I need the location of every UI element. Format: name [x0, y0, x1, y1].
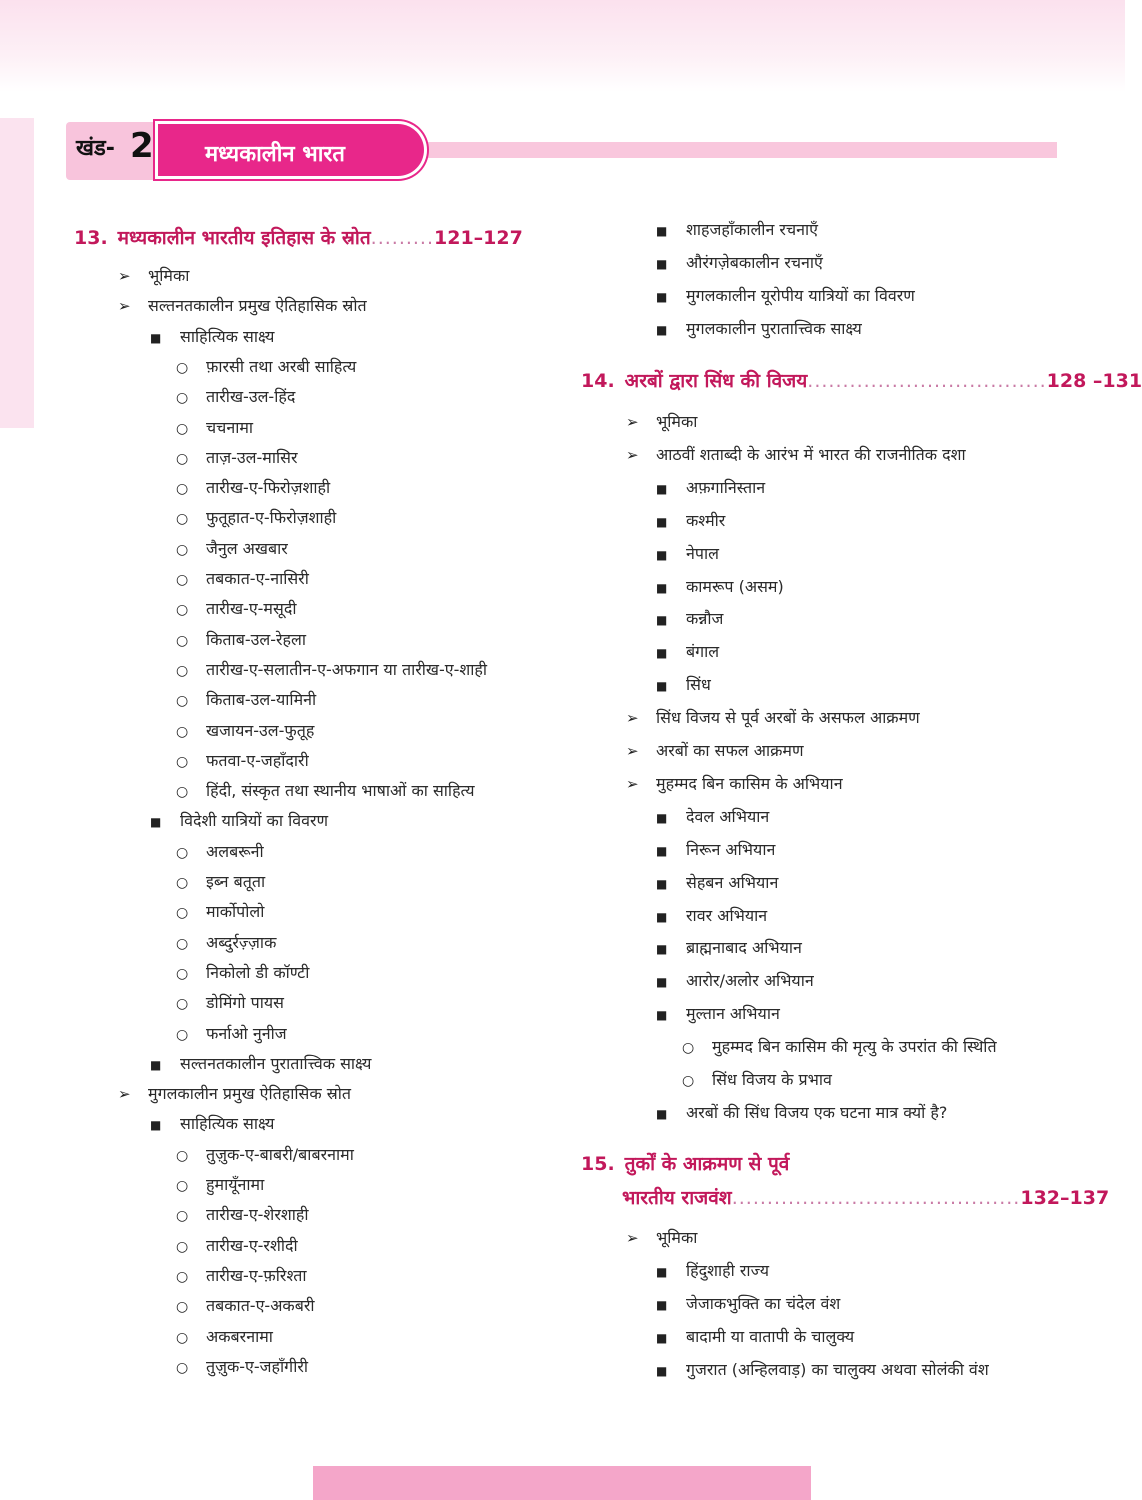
list-item-text: मार्कोपोलो [206, 902, 265, 922]
list-item [626, 1228, 697, 1248]
circle-bullet-icon: ○ [682, 1073, 695, 1089]
list-item-text: हिंदुशाही राज्य [686, 1261, 770, 1280]
list-item-text: साहित्यिक साक्ष्य [180, 326, 275, 346]
list-item [656, 253, 823, 274]
circle-bullet-icon: ○ [176, 723, 189, 740]
list-item-text: देवल अभियान [686, 806, 770, 826]
list-item-text: गुजरात (अन्हिलवाड़) का चालुक्य अथवा सोलंकी वंश [686, 1360, 989, 1379]
list-item [626, 445, 966, 465]
circle-bullet-icon: ○ [176, 359, 189, 376]
circle-bullet-icon: ○ [176, 602, 189, 619]
list-item-text: जेजाकभुक्ति का चंदेल वंश [686, 1294, 841, 1313]
list-item [656, 1327, 854, 1348]
list-item-text: मुहम्मद बिन कासिम की मृत्यु के उपरांत की स्थिति [712, 1037, 997, 1057]
square-bullet-icon: ■ [656, 810, 668, 825]
list-item-text: तारीख-ए-सलातीन-ए-अफगान या तारीख-ए-शाही [206, 659, 488, 679]
circle-bullet-icon: ○ [176, 1329, 189, 1346]
list-item [176, 1145, 354, 1166]
circle-bullet-icon: ○ [176, 1299, 189, 1316]
circle-bullet-icon: ○ [176, 996, 189, 1013]
circle-bullet-icon: ○ [176, 1238, 189, 1255]
list-item-text: निरून अभियान [686, 839, 776, 859]
list-item [656, 478, 765, 499]
list-item-text: अरबों की सिंध विजय एक घटना मात्र क्यों है? [686, 1102, 948, 1122]
list-item [150, 1054, 371, 1075]
list-item-text: औरंगज़ेबकालीन रचनाएँ [686, 253, 823, 272]
square-bullet-icon: ■ [656, 481, 668, 496]
list-item [626, 412, 697, 432]
circle-bullet-icon: ○ [176, 965, 189, 982]
list-item-text: हुमायूँनामा [206, 1175, 265, 1194]
circle-bullet-icon: ○ [176, 753, 189, 770]
list-item [656, 609, 723, 630]
list-item-text: साहित्यिक साक्ष्य [180, 1114, 275, 1134]
list-item-text: चचनामा [206, 417, 254, 437]
circle-bullet-icon: ○ [176, 541, 189, 558]
leader-dots: ......... [370, 227, 435, 249]
arrowhead-bullet-icon: ➢ [626, 774, 639, 793]
list-item [150, 1114, 274, 1135]
square-bullet-icon: ■ [656, 843, 668, 858]
circle-bullet-icon: ○ [176, 450, 189, 467]
list-item [150, 811, 328, 832]
list-item-text: मुल्तान अभियान [686, 1004, 780, 1024]
list-item [656, 1360, 989, 1381]
list-item [118, 1084, 351, 1104]
list-item-text: अब्दुर्रज़्ज़ाक [206, 932, 277, 952]
arrowhead-bullet-icon: ➢ [626, 742, 639, 760]
square-bullet-icon: ■ [656, 514, 668, 529]
list-item [118, 296, 367, 316]
top-decorative-band [0, 0, 1125, 92]
list-item-text: तारीख-ए-फ़रिश्ता [206, 1265, 307, 1285]
list-item-text: सल्तनतकालीन प्रमुख ऐतिहासिक स्रोत [148, 296, 367, 316]
circle-bullet-icon: ○ [176, 420, 189, 437]
chapter-title: अरबों द्वारा सिंध की विजय [624, 370, 808, 392]
list-item-text: सिंध [686, 675, 711, 695]
list-item-text: सेहबन अभियान [686, 872, 779, 892]
list-item-text: तारीख-ए-मसूदी [206, 599, 297, 619]
chapter-pages: 121–127 [434, 227, 523, 249]
circle-bullet-icon: ○ [176, 1268, 189, 1285]
list-item [176, 1236, 298, 1257]
list-item-text: निकोलो डी कॉण्टी [206, 962, 310, 982]
list-item-text: तारीख-ए-रशीदी [206, 1235, 298, 1255]
list-item [176, 690, 316, 711]
list-item [176, 508, 336, 529]
list-item [176, 1327, 273, 1348]
list-item-text: अलबरूनी [206, 841, 264, 861]
list-item [656, 873, 778, 894]
list-item [176, 842, 264, 863]
list-item-text: फुतूहात-ए-फिरोज़शाही [206, 508, 337, 528]
square-bullet-icon: ■ [656, 323, 668, 337]
chapter-pages: 128 –131 [1046, 370, 1142, 392]
list-item [176, 387, 295, 408]
circle-bullet-icon: ○ [682, 1040, 695, 1057]
square-bullet-icon: ■ [656, 1008, 668, 1023]
square-bullet-icon: ■ [656, 1106, 668, 1121]
circle-bullet-icon: ○ [176, 481, 189, 498]
list-item-text: तुज़ुक-ए-बाबरी/बाबरनामा [206, 1144, 354, 1164]
circle-bullet-icon: ○ [176, 511, 189, 528]
list-item-text: भूमिका [656, 412, 698, 431]
square-bullet-icon: ■ [656, 224, 668, 238]
circle-bullet-icon: ○ [176, 662, 189, 679]
list-item-text: किताब-उल-यामिनी [206, 690, 317, 710]
circle-bullet-icon: ○ [176, 1026, 189, 1043]
list-item [176, 1357, 308, 1378]
circle-bullet-icon: ○ [176, 632, 189, 649]
list-item [656, 807, 769, 828]
list-item [176, 993, 284, 1014]
list-item [176, 660, 487, 681]
square-bullet-icon: ■ [656, 1364, 668, 1378]
list-item-text: भूमिका [656, 1228, 698, 1247]
chapter-title-continued: भारतीय राजवंश [622, 1187, 732, 1209]
list-item [626, 708, 920, 728]
circle-bullet-icon: ○ [176, 1359, 189, 1376]
list-item [176, 902, 264, 923]
list-item [176, 569, 309, 590]
list-item [656, 577, 784, 598]
circle-bullet-icon: ○ [176, 875, 189, 891]
list-item-text: तुज़ुक-ए-जहाँगीरी [206, 1356, 309, 1376]
list-item [656, 840, 775, 861]
list-item [656, 1004, 780, 1025]
list-item-text: शाहजहाँकालीन रचनाएँ [686, 220, 818, 239]
list-item [656, 286, 915, 307]
list-item-text: सिंध विजय के प्रभाव [712, 1070, 832, 1089]
list-item [176, 418, 253, 439]
list-item [656, 971, 814, 992]
circle-bullet-icon: ○ [176, 905, 189, 922]
list-item [176, 599, 296, 620]
list-item [656, 938, 802, 959]
list-item [176, 1266, 307, 1287]
list-item [626, 774, 843, 794]
circle-bullet-icon: ○ [176, 1208, 189, 1225]
list-item-text: तबकात-ए-नासिरी [206, 569, 309, 588]
chapter-15-heading-line2[interactable] [622, 1184, 1109, 1210]
square-bullet-icon: ■ [656, 580, 668, 595]
list-item-text: सिंध विजय से पूर्व अरबों के असफल आक्रमण [656, 708, 920, 728]
list-item-text: तारीख-ए-फिरोज़शाही [206, 478, 331, 498]
list-item [656, 220, 818, 241]
list-item [656, 642, 719, 663]
chapter-title: तुर्कों के आक्रमण से पूर्व [624, 1153, 790, 1175]
list-item [176, 872, 265, 893]
list-item-text: आरोर/अलोर अभियान [686, 971, 814, 991]
list-item-text: इब्न बतूता [206, 872, 266, 891]
leader-dots: .................................. [807, 370, 1047, 392]
square-bullet-icon: ■ [656, 547, 668, 562]
list-item-text: तारीख-ए-शेरशाही [206, 1205, 309, 1225]
list-item [176, 1024, 287, 1045]
chapter-number: 13. [74, 227, 108, 249]
circle-bullet-icon: ○ [176, 1178, 189, 1194]
square-bullet-icon: ■ [656, 876, 668, 891]
list-item-text: ब्राह्मनाबाद अभियान [686, 938, 802, 958]
list-item [150, 327, 274, 348]
square-bullet-icon: ■ [656, 613, 668, 628]
list-item-text: भूमिका [148, 266, 190, 285]
list-item [656, 675, 711, 696]
circle-bullet-icon: ○ [176, 844, 189, 861]
square-bullet-icon: ■ [150, 815, 162, 830]
list-item [176, 1296, 315, 1317]
list-item-text: ताज़-उल-मासिर [206, 447, 298, 467]
square-bullet-icon: ■ [150, 330, 162, 345]
chapter-14-heading[interactable] [581, 367, 1142, 393]
circle-bullet-icon: ○ [176, 693, 189, 710]
list-item [176, 539, 288, 560]
list-item-text: डोमिंगो पायस [206, 993, 284, 1013]
list-item-text: अकबरनामा [206, 1326, 273, 1346]
list-item-text: तबकात-ए-अकबरी [206, 1296, 315, 1316]
list-item-text: मुगलकालीन प्रमुख ऐतिहासिक स्रोत [148, 1084, 351, 1104]
square-bullet-icon: ■ [656, 1265, 668, 1279]
list-item-text: किताब-उल-रेहला [206, 629, 307, 649]
list-item [176, 1205, 309, 1226]
square-bullet-icon: ■ [656, 1331, 668, 1345]
section-title: मध्यकालीन भारत [205, 142, 345, 167]
chapter-pages: 132–137 [1020, 1187, 1110, 1209]
list-item [176, 963, 309, 984]
list-item-text: जैनुल अखबार [206, 538, 288, 558]
arrowhead-bullet-icon: ➢ [626, 445, 639, 464]
list-item [176, 357, 356, 378]
chapter-15-heading[interactable] [581, 1150, 789, 1176]
list-item-text: कन्नौज [686, 609, 724, 629]
list-item-text: सल्तनतकालीन पुरातात्त्विक साक्ष्य [180, 1053, 372, 1073]
circle-bullet-icon: ○ [176, 1147, 189, 1164]
list-item-text: मुहम्मद बिन कासिम के अभियान [656, 773, 843, 793]
arrowhead-bullet-icon: ➢ [626, 413, 639, 431]
khand-label: खंड- [76, 136, 115, 161]
list-item-text: कश्मीर [686, 510, 726, 530]
leader-dots: ......................................... [731, 1187, 1021, 1209]
list-item-text: हिंदी, संस्कृत तथा स्थानीय भाषाओं का साहित्य [206, 781, 475, 801]
square-bullet-icon: ■ [150, 1057, 162, 1072]
square-bullet-icon: ■ [656, 1298, 668, 1312]
list-item [176, 448, 298, 469]
list-item [656, 544, 719, 565]
list-item [176, 721, 314, 742]
list-item [176, 1175, 264, 1196]
square-bullet-icon: ■ [656, 257, 668, 271]
chapter-13-heading[interactable] [74, 224, 523, 250]
square-bullet-icon: ■ [150, 1118, 162, 1133]
list-item [656, 1103, 947, 1124]
square-bullet-icon: ■ [656, 679, 668, 694]
list-item-text: बंगाल [686, 642, 720, 662]
list-item-text: अफ़गानिस्तान [686, 477, 766, 497]
khand-number: 2 [130, 126, 154, 166]
chapter-number: 15. [581, 1153, 615, 1175]
list-item-text: खजायन-उल-फुतूह [206, 720, 315, 740]
arrowhead-bullet-icon: ➢ [626, 1229, 639, 1247]
list-item [656, 319, 862, 340]
list-item-text: फर्नाओ नुनीज [206, 1023, 287, 1043]
arrowhead-bullet-icon: ➢ [118, 297, 131, 316]
chapter-title: मध्यकालीन भारतीय इतिहास के स्रोत [117, 227, 371, 249]
square-bullet-icon: ■ [656, 646, 668, 661]
list-item [176, 630, 306, 651]
chapter-number: 14. [581, 370, 615, 392]
list-item-text: रावर अभियान [686, 905, 768, 925]
list-item [656, 1294, 840, 1315]
list-item-text: मुगलकालीन पुरातात्त्विक साक्ष्य [686, 319, 862, 338]
circle-bullet-icon: ○ [176, 390, 189, 407]
square-bullet-icon: ■ [656, 975, 668, 990]
arrowhead-bullet-icon: ➢ [626, 709, 639, 728]
square-bullet-icon: ■ [656, 909, 668, 924]
list-item [176, 478, 330, 499]
list-item [656, 1261, 769, 1282]
list-item-text: नेपाल [686, 543, 719, 563]
left-margin-tab [0, 118, 34, 428]
circle-bullet-icon: ○ [176, 784, 189, 801]
list-item-text: कामरूप (असम) [686, 576, 784, 596]
square-bullet-icon: ■ [656, 290, 668, 304]
arrowhead-bullet-icon: ➢ [118, 1085, 131, 1104]
circle-bullet-icon: ○ [176, 935, 189, 952]
list-item [118, 266, 189, 286]
list-item [176, 781, 474, 802]
circle-bullet-icon: ○ [176, 572, 189, 588]
arrowhead-bullet-icon: ➢ [118, 267, 131, 285]
list-item [682, 1070, 832, 1091]
list-item [176, 751, 309, 772]
list-item [626, 741, 804, 761]
list-item-text: फ़ारसी तथा अरबी साहित्य [206, 356, 357, 376]
list-item [656, 511, 725, 532]
list-item-text: आठवीं शताब्दी के आरंभ में भारत की राजनीतिक दशा [656, 444, 966, 464]
footer-bar [313, 1466, 811, 1500]
list-item-text: मुगलकालीन यूरोपीय यात्रियों का विवरण [686, 286, 915, 305]
list-item-text: विदेशी यात्रियों का विवरण [180, 811, 329, 831]
list-item-text: फतवा-ए-जहाँदारी [206, 750, 309, 770]
list-item [682, 1037, 997, 1058]
list-item-text: अरबों का सफल आक्रमण [656, 741, 804, 760]
list-item [176, 933, 276, 954]
list-item-text: बादामी या वातापी के चालुक्य [686, 1327, 855, 1346]
square-bullet-icon: ■ [656, 942, 668, 957]
list-item-text: तारीख-उल-हिंद [206, 387, 296, 407]
list-item [656, 906, 767, 927]
